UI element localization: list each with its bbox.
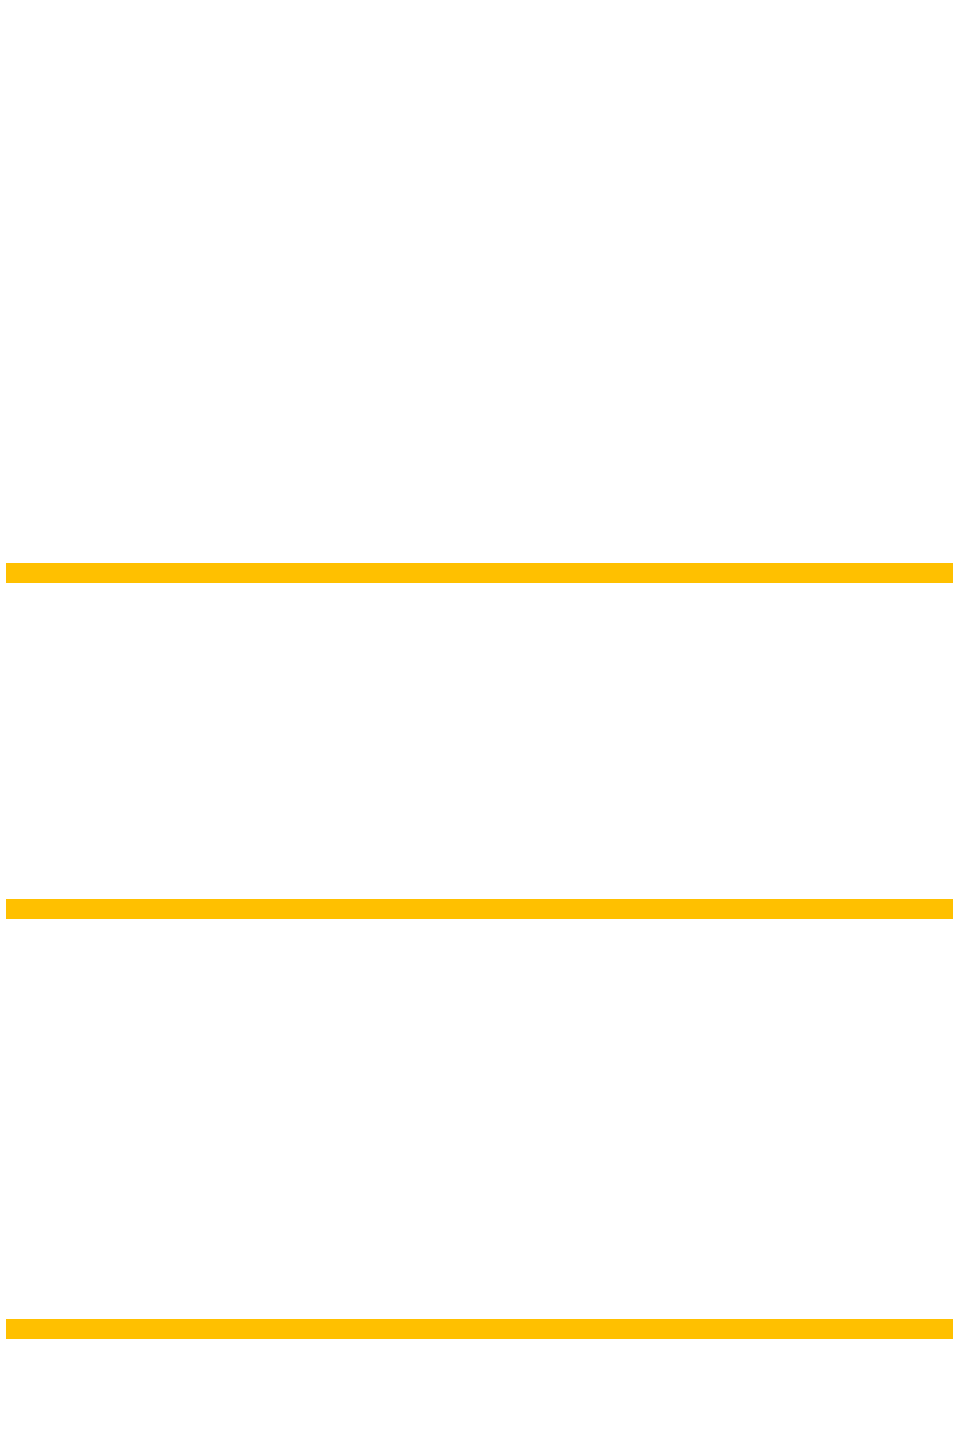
licenses-header-band: [6, 1319, 953, 1339]
dead-header-band: [6, 899, 953, 919]
exported-header-band: [6, 563, 953, 583]
